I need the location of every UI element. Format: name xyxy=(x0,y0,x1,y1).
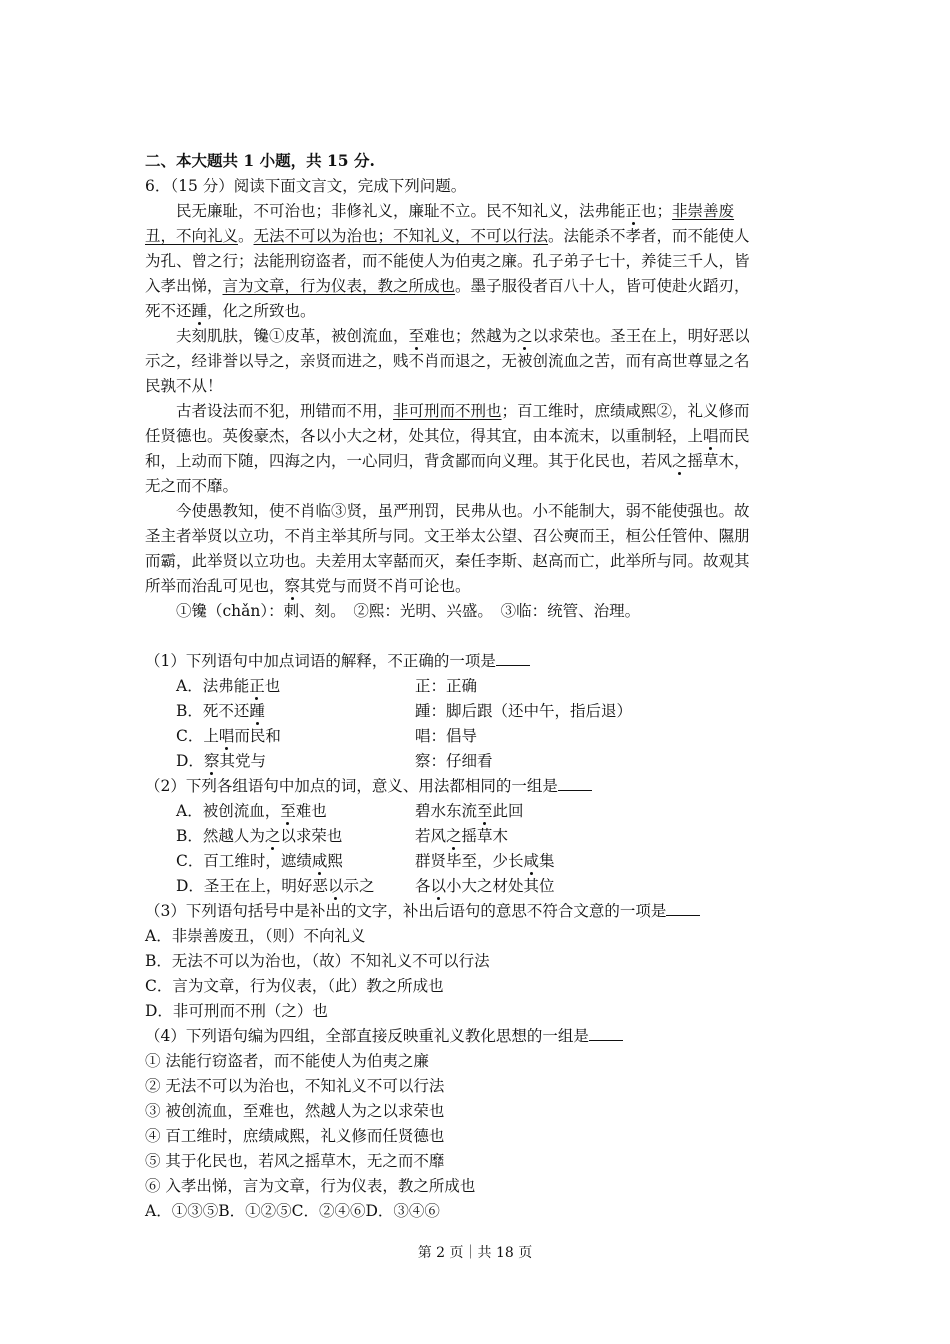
question-header: 6．（15 分）阅读下面文言文，完成下列问题。 xyxy=(145,177,467,195)
q2-option-b: B．然越人为之以求荣也 xyxy=(176,827,343,845)
dotted-word: 以 xyxy=(430,877,447,895)
page-footer: 第 2 页｜共 18 页 xyxy=(417,1245,533,1261)
dotted-word: 正 xyxy=(625,202,642,220)
passage-line: 任贤德也。英俊豪杰，各以小大之材，处其位，得其宜，由本流末，以重制轻，上唱而民 xyxy=(145,427,750,445)
q3-option-a: A．非崇善废丑，（则）不向礼义 xyxy=(145,927,366,945)
q3-option-c: C．言为文章，行为仪表，（此）教之所成也 xyxy=(145,977,444,995)
q2-option-a-pair: 碧水东流至此回 xyxy=(415,802,524,820)
q4-item: ⑤ 其于化民也，若风之摇草木，无之而不靡 xyxy=(145,1152,445,1170)
dotted-word: 唱 xyxy=(218,727,235,745)
section-heading: 二、本大题共 1 小题，共 15 分. xyxy=(145,151,375,170)
passage-line: 今使愚教知，使不肖临③贤，虽严刑罚，民弗从也。小不能制大，弱不能使强也。故 xyxy=(176,502,750,520)
dotted-word: 踵 xyxy=(249,702,265,720)
q3-stem: （3）下列语句括号中是补出的文字，补出后语句的意思不符合文意的一项是 xyxy=(145,901,700,921)
underlined-text: 非崇善废 xyxy=(672,202,735,220)
q2-stem: （2）下列各组语句中加点的词，意义、用法都相同的一组是 xyxy=(145,776,592,796)
passage-line: 民无廉耻，不可治也；非修礼义，廉耻不立。民不知礼义，法弗能正也；非崇善废 xyxy=(176,202,735,220)
underlined-text: 无法不可以为治也；不知礼义，不可以行法 xyxy=(253,227,549,245)
q1-option-c: C．上唱而民和 xyxy=(176,727,281,745)
answer-blank[interactable] xyxy=(666,901,700,916)
underlined-text: 非可刑而不刑也 xyxy=(393,402,502,420)
dotted-word: 至 xyxy=(280,802,296,820)
underlined-text: 言为文章，行为仪表，教之所成也 xyxy=(222,277,456,295)
dotted-word: 之 xyxy=(264,827,281,845)
passage-line: 所举而治乱可见也，察其党与而贤不肖可论也。 xyxy=(145,577,471,595)
q2-option-a: A．被创流血，至难也 xyxy=(176,802,327,820)
passage-line: 和，上动而下随，四海之内，一心同归，背贪鄙而向义理。其于化民也，若风之摇草木， xyxy=(145,452,750,470)
q4-stem: （4）下列语句编为四组，全部直接反映重礼义教化思想的一组是 xyxy=(145,1026,623,1046)
footnotes: ①镵（chǎn）：刺、刻。 ②熙：光明、兴盛。 ③临：统管、治理。 xyxy=(176,602,641,620)
answer-blank[interactable] xyxy=(496,651,530,666)
q2-option-b-pair: 若风之摇草木 xyxy=(415,827,509,845)
passage-line: 死不还踵，化之所致也。 xyxy=(145,302,316,320)
q4-item: ③ 被创流血，至难也，然越人为之以求荣也 xyxy=(145,1102,445,1120)
passage-line: 而霸，此举贤以立功也。夫差用太宰嚭而灭，秦任李斯、赵高而亡，此举所与同。故观其 xyxy=(145,552,750,570)
q2-option-c-pair: 群贤毕至，少长咸集 xyxy=(415,852,555,870)
q4-item: ② 无法不可以为治也，不知礼义不可以行法 xyxy=(145,1077,445,1095)
dotted-word: 之 xyxy=(446,827,462,845)
dotted-word: 正 xyxy=(249,677,265,695)
dotted-word: 察 xyxy=(203,752,220,770)
dotted-word: 以 xyxy=(327,877,344,895)
q1-option-d: D．察其党与 xyxy=(176,752,266,770)
passage-line: 夫刻肌肤，镵①皮革，被创流血，至难也；然越为之以求荣也。圣王在上，明好恶以 xyxy=(176,327,750,345)
q2-option-c: C．百工维时，遮绩咸熙 xyxy=(176,852,343,870)
dotted-word: 察 xyxy=(284,577,301,595)
q1-option-b: B．死不还踵 xyxy=(176,702,265,720)
dotted-word: 踵 xyxy=(191,302,208,320)
passage-line: 民孰不从！ xyxy=(145,377,223,395)
q1-option-a: A．法弗能正也 xyxy=(176,677,281,695)
answer-blank[interactable] xyxy=(589,1026,623,1041)
q1-explain-c: 唱：倡导 xyxy=(415,727,478,745)
dotted-word: 咸 xyxy=(523,852,540,870)
dotted-word: 之 xyxy=(517,327,533,345)
passage-line: 丑，不向礼义。无法不可以为治也；不知礼义，不可以行法。法能杀不孝者，而不能使人 xyxy=(145,227,750,245)
passage-line: 无之而不靡。 xyxy=(145,477,239,495)
passage-line: 入孝出悌，言为文章，行为仪表，教之所成也。墨子服役者百八十人，皆可使赴火蹈刃， xyxy=(145,277,750,295)
q3-option-b: B．无法不可以为治也，（故）不知礼义不可以行法 xyxy=(145,952,490,970)
q1-stem: （1）下列语句中加点词语的解释，不正确的一项是 xyxy=(145,651,530,671)
q4-item: ① 法能行窃盗者，而不能使人为伯夷之廉 xyxy=(145,1052,429,1070)
dotted-word: 咸 xyxy=(311,852,328,870)
q2-option-d: D．圣王在上，明好恶以示之 xyxy=(176,877,375,895)
passage-line: 示之，经诽誉以导之，亲贤而进之，贱不肖而退之，无被创流血之苦，而有高世尊显之名 xyxy=(145,352,750,370)
q4-item: ④ 百工维时，庶绩咸熙，礼义修而任贤德也 xyxy=(145,1127,445,1145)
q1-explain-a: 正：正确 xyxy=(415,677,478,695)
q4-item: ⑥ 入孝出悌，言为文章，行为仪表，教之所成也 xyxy=(145,1177,476,1195)
dotted-word: 之 xyxy=(672,452,688,470)
q1-explain-b: 踵：脚后跟（还中午，指后退） xyxy=(415,702,633,720)
q1-explain-d: 察：仔细看 xyxy=(415,752,493,770)
answer-blank[interactable] xyxy=(558,776,592,791)
dotted-word: 至 xyxy=(408,327,425,345)
passage-line: 圣主者举贤以立功，不肖主举其所与同。文王举太公望、召公奭而王，桓公任管仲、隰朋 xyxy=(145,527,750,545)
passage-line: 为孔、曾之行；法能刑窃盗者，而不能使人为伯夷之廉。孔子弟子七十，养徒三千人，皆 xyxy=(145,252,750,270)
q4-answer-options: A．①③⑤B．①②⑤C．②④⑥D．③④⑥ xyxy=(145,1202,440,1220)
dotted-word: 唱 xyxy=(703,427,719,445)
dotted-word: 至 xyxy=(477,802,493,820)
underlined-text: 丑，不向礼义 xyxy=(145,227,239,245)
passage-line: 古者设法而不犯，刑错而不用，非可刑而不刑也；百工维时，庶绩咸熙②，礼义修而 xyxy=(176,402,750,420)
q3-option-d: D．非可刑而不刑（之）也 xyxy=(145,1002,328,1020)
q2-option-d-pair: 各以小大之材处其位 xyxy=(415,877,555,895)
